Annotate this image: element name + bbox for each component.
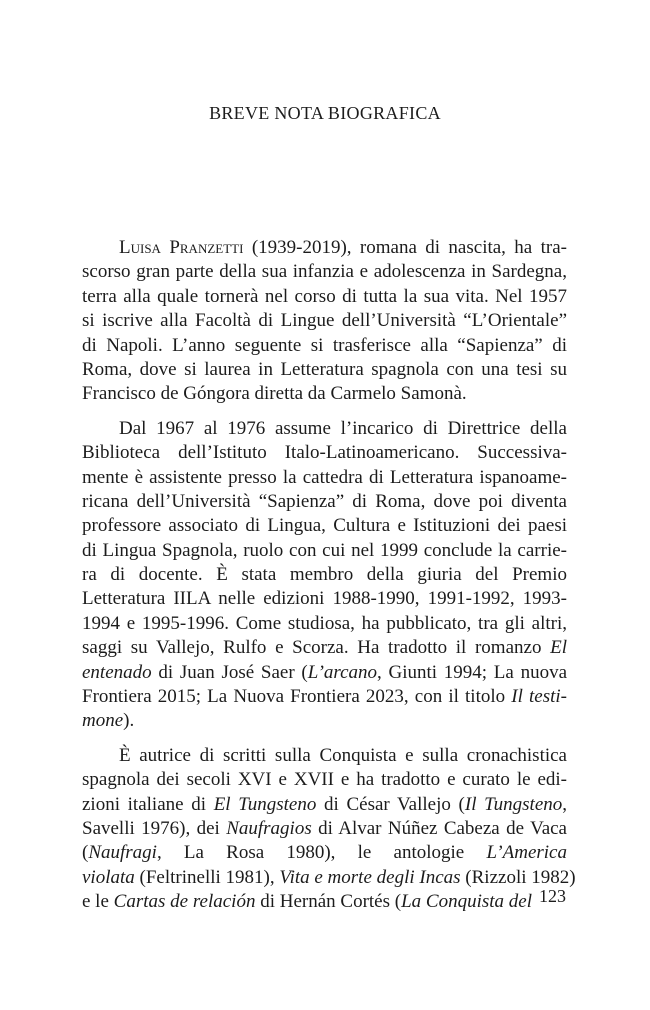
text-line (82, 466, 567, 490)
paragraph (82, 236, 567, 407)
author-name: Luisa Pranzetti (119, 237, 244, 258)
italic-title: L’arcano (307, 661, 378, 683)
text-run: di Lingua Spagnola, ruolo con cui nel 1999 conclude la carrie- (82, 539, 567, 561)
text-line (82, 441, 567, 465)
text-line (82, 236, 567, 260)
text-line (82, 890, 567, 914)
text-run: ricana dell’Università “Sapienza” di Roma, dove poi diventa (82, 490, 567, 512)
text-line (82, 709, 567, 733)
text-line (82, 636, 567, 660)
text-run: Biblioteca dell’Istituto Italo-Latinoamericano. Successiva- (82, 442, 567, 464)
text-line (82, 685, 567, 709)
text-line (82, 612, 567, 636)
text-line (82, 285, 567, 309)
text-line (82, 841, 567, 865)
text-line (82, 793, 567, 817)
text-run: È autrice di scritti sulla Conquista e sulla cronachistica (119, 744, 567, 766)
text-run: , La Rosa 1980), le antologie (156, 842, 487, 864)
text-line (82, 382, 567, 406)
text-run: Savelli 1976), dei (82, 817, 227, 839)
page-title: BREVE NOTA BIOGRAFICA (209, 103, 441, 123)
text-line (82, 358, 567, 382)
text-line (82, 260, 567, 284)
text-line (82, 309, 567, 333)
italic-title: Vita e morte degli Incas (279, 866, 461, 888)
italic-title: Naufragios (226, 817, 312, 839)
paragraph (82, 417, 567, 734)
italic-title: Il testi- (511, 686, 567, 708)
text-run: , Giunti 1994; La nuova (377, 661, 567, 683)
text-run: (Rizzoli 1982) (460, 866, 576, 888)
italic-title: Cartas de relación (113, 891, 256, 913)
text-run: di César Vallejo ( (316, 793, 465, 815)
text-line (82, 563, 567, 587)
paragraph (82, 744, 576, 915)
text-run: di Napoli. L’anno seguente si trasferisce alla “Sapienza” di (82, 334, 567, 356)
text-line (82, 334, 567, 358)
text-run: ra di docente. È stata membro della giuria del Premio (82, 564, 567, 586)
text-run: (Feltrinelli 1981), (134, 866, 280, 888)
italic-title: violata (82, 866, 135, 888)
text-run: Dal 1967 al 1976 assume l’incarico di Direttrice della (119, 417, 567, 439)
text-run: Frontiera 2015; La Nuova Frontiera 2023, con il titolo (82, 686, 512, 708)
text-run: e le (82, 891, 114, 913)
text-line (82, 744, 567, 768)
text-run: mente è assistente presso la cattedra di Letteratura ispanoame- (82, 466, 567, 488)
paragraph-gap (82, 734, 567, 744)
biography-text (82, 236, 576, 915)
text-line (82, 661, 567, 685)
text-line (82, 417, 567, 441)
italic-title: entenado (82, 661, 152, 683)
text-line (82, 768, 567, 792)
italic-title: Il Tungsteno (464, 793, 563, 815)
text-run: professore associato di Lingua, Cultura e Istituzioni dei paesi (82, 515, 567, 537)
text-run: di Hernán Cortés ( (255, 891, 402, 913)
italic-title: El Tungsteno (213, 793, 317, 815)
text-run: Francisco de Góngora diretta da Carmelo Samonà. (82, 383, 467, 405)
text-line (82, 514, 567, 538)
text-line (82, 866, 576, 890)
text-run: 1994 e 1995-1996. Come studiosa, ha pubblicato, tra gli altri, (82, 612, 567, 634)
text-line (82, 539, 567, 563)
text-run: saggi su Vallejo, Rulfo e Scorza. Ha tradotto il romanzo (82, 637, 551, 659)
text-line (82, 490, 567, 514)
text-line (82, 587, 567, 611)
page-number: 123 (539, 886, 566, 906)
paragraph-gap (82, 407, 567, 417)
text-line (82, 817, 567, 841)
italic-title: La Conquista del (401, 891, 532, 913)
text-run: si iscrive alla Facoltà di Lingue dell’Università “L’Orientale” (82, 310, 567, 332)
text-run: (1939-2019), romana di nascita, ha tra- (243, 237, 567, 258)
text-run: di Juan José Saer ( (151, 661, 308, 683)
text-run: zioni italiane di (82, 793, 214, 815)
italic-title: mone (82, 710, 124, 732)
text-run: Letteratura IILA nelle edizioni 1988-1990, 1991-1992, 1993- (82, 588, 567, 610)
text-run: di Alvar Núñez Cabeza de Vaca (311, 817, 567, 839)
text-run: spagnola dei secoli XVI e XVII e ha tradotto e curato le edi- (82, 769, 567, 791)
text-run: scorso gran parte della sua infanzia e adolescenza in Sardegna, (82, 261, 567, 283)
text-run: , (562, 793, 568, 815)
italic-title: L’America (486, 842, 567, 864)
text-run: Roma, dove si laurea in Letteratura spagnola con una tesi su (82, 358, 567, 380)
italic-title: Naufragi (88, 842, 157, 864)
text-run: ). (123, 710, 135, 732)
text-run: terra alla quale tornerà nel corso di tutta la sua vita. Nel 1957 (82, 285, 567, 307)
italic-title: El (550, 637, 567, 659)
text-run: ( (82, 842, 89, 864)
